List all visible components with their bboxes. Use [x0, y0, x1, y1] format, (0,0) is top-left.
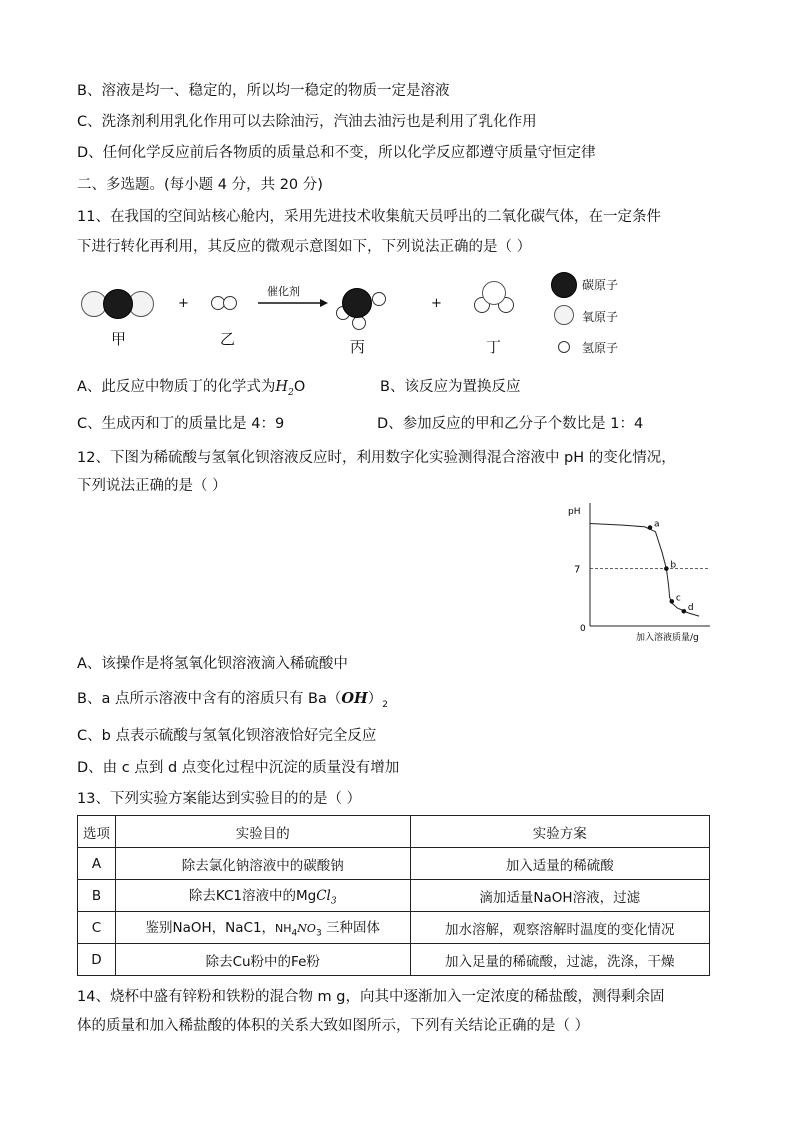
point-d [682, 609, 687, 614]
legend-hydrogen: 氢原子 [582, 341, 619, 355]
q10-option-b: B、溶液是均一、稳定的，所以均一稳定的物质一定是溶液 [77, 83, 450, 99]
label-ding: 丁 [486, 338, 502, 356]
purpose-text: 鉴别NaOH，NaC1， [145, 920, 276, 937]
formula-nh: NH [275, 922, 292, 936]
q13-stem: 13、下列实验方案能达到实验目的的是（ ） [77, 791, 362, 807]
legend-carbon: 碳原子 [582, 278, 619, 292]
q11-option-b: B、该反应为置换反应 [380, 379, 521, 395]
formula-sub: 3 [315, 928, 322, 939]
hydrogen-atom [352, 316, 366, 330]
point-b [664, 566, 669, 571]
formula-sub: 3 [330, 896, 337, 907]
row-plan: 加入足量的稀硫酸，过滤，洗涤，干燥 [410, 944, 709, 976]
header-option: 选项 [78, 816, 116, 848]
q11-stem-line2: 下进行转化再利用，其反应的微观示意图如下，下列说法正确的是（ ） [77, 239, 532, 255]
q11-option-a [77, 377, 305, 403]
catalyst-label: 催化剂 [267, 285, 300, 298]
q11-option-a-text: A、此反应中物质丁的化学式为 [77, 379, 276, 395]
label-bing: 丙 [350, 338, 366, 356]
ph-curve [590, 524, 699, 617]
formula-sub-2: 2 [382, 699, 388, 710]
reaction-arrow [258, 298, 328, 308]
row-plan: 加水溶解，观察溶解时温度的变化情况 [410, 912, 709, 944]
label-yi: 乙 [220, 330, 236, 348]
table-row [78, 880, 710, 912]
legend-oxygen: 氧原子 [582, 310, 619, 324]
header-plan: 实验方案 [410, 816, 709, 848]
plus-sign: + [178, 296, 189, 311]
formula-sub: 2 [288, 387, 294, 398]
q11-option-c: C、生成丙和丁的质量比是 4：9 [77, 416, 285, 432]
row-purpose: 除去Cu粉中的Fe粉 [115, 944, 410, 976]
table-row [78, 912, 710, 944]
q12-option-a: A、该操作是将氢氧化钡溶液滴入稀硫酸中 [77, 656, 348, 672]
row-option: D [78, 944, 116, 976]
q14-stem-line1: 14、烧杯中盛有锌粉和铁粉的混合物 m g，向其中逐渐加入一定浓度的稀盐酸，测得剩余固 [77, 989, 665, 1005]
formula-paren: ） [367, 691, 383, 707]
row-plan: 滴加适量NaOH溶液，过滤 [410, 880, 709, 912]
q12-option-c: C、b 点表示硫酸与氢氧化钡溶液恰好完全反应 [77, 728, 377, 744]
ph-chart [560, 498, 720, 648]
oxygen-atom-legend [554, 305, 574, 325]
experiment-table [77, 815, 710, 976]
row-purpose [115, 912, 410, 944]
hydrogen-atom [223, 296, 237, 310]
section-heading: 二、多选题。(每小题 4 分，共 20 分) [77, 177, 323, 193]
q11-option-d: D、参加反应的甲和乙分子个数比是 1：4 [377, 416, 644, 432]
ytick-7: 7 [574, 564, 581, 576]
q12-option-d: D、由 c 点到 d 点变化过程中沉淀的质量没有增加 [77, 760, 400, 776]
plus-sign: + [431, 296, 442, 311]
formula-no: NO [297, 922, 316, 936]
hydrogen-atom-legend [558, 341, 570, 353]
label-jia: 甲 [111, 330, 127, 348]
carbon-atom-legend [551, 272, 577, 298]
header-purpose: 实验目的 [115, 816, 410, 848]
formula-oh: OH [341, 690, 368, 707]
q10-option-d: D、任何化学反应前后各物质的质量总和不变，所以化学反应都遵守质量守恒定律 [77, 145, 596, 161]
x-axis-label: 加入溶液质量/g [636, 633, 699, 643]
point-label-d: d [687, 603, 694, 614]
oxygen-atom [482, 281, 506, 305]
q10-option-c: C、洗涤剂利用乳化作用可以去除油污，汽油去油污也是利用了乳化作用 [77, 114, 537, 130]
carbon-atom [103, 289, 133, 319]
formula-h: H [275, 379, 289, 395]
point-c [670, 599, 675, 604]
q12-stem-line1: 12、下图为稀硫酸与氢氧化钡溶液反应时，利用数字化实验测得混合溶液中 pH 的变化情况， [77, 450, 676, 466]
table-header-row [78, 816, 710, 848]
q12-option-b-text: B、a 点所示溶液中含有的溶质只有 Ba（ [77, 691, 342, 707]
reaction-diagram [0, 270, 794, 370]
carbon-atom [342, 288, 372, 318]
purpose-text: 除去KC1溶液中的Mg [188, 888, 317, 905]
row-purpose [115, 880, 410, 912]
hydrogen-atom [372, 292, 386, 306]
row-plan: 加入适量的稀硫酸 [410, 848, 709, 880]
table-row [78, 848, 710, 880]
table-row [78, 944, 710, 976]
q12-stem-line2: 下列说法正确的是（ ） [77, 478, 227, 494]
row-option: C [78, 912, 116, 944]
point-label-b: b [670, 560, 677, 571]
row-purpose: 除去氯化钠溶液中的碳酸钠 [115, 848, 410, 880]
row-option: B [78, 880, 116, 912]
q14-stem-line2: 体的质量和加入稀盐酸的体积的关系大致如图所示，下列有关结论正确的是（ ） [77, 1018, 590, 1034]
y-axis-label: pH [568, 507, 581, 517]
q11-stem-line1: 11、在我国的空间站核心舱内，采用先进技术收集航天员呼出的二氧化碳气体，在一定条件 [77, 209, 661, 225]
point-label-a: a [654, 519, 660, 530]
point-label-c: c [675, 593, 681, 604]
q12-option-b [77, 689, 388, 715]
row-option: A [78, 848, 116, 880]
point-a [648, 525, 653, 530]
formula-sub: 4 [291, 928, 298, 939]
formula-cl: Cl [316, 888, 331, 905]
ytick-0: 0 [580, 624, 586, 634]
purpose-text-end: 三种固体 [321, 920, 380, 937]
formula-o: O [293, 379, 306, 395]
